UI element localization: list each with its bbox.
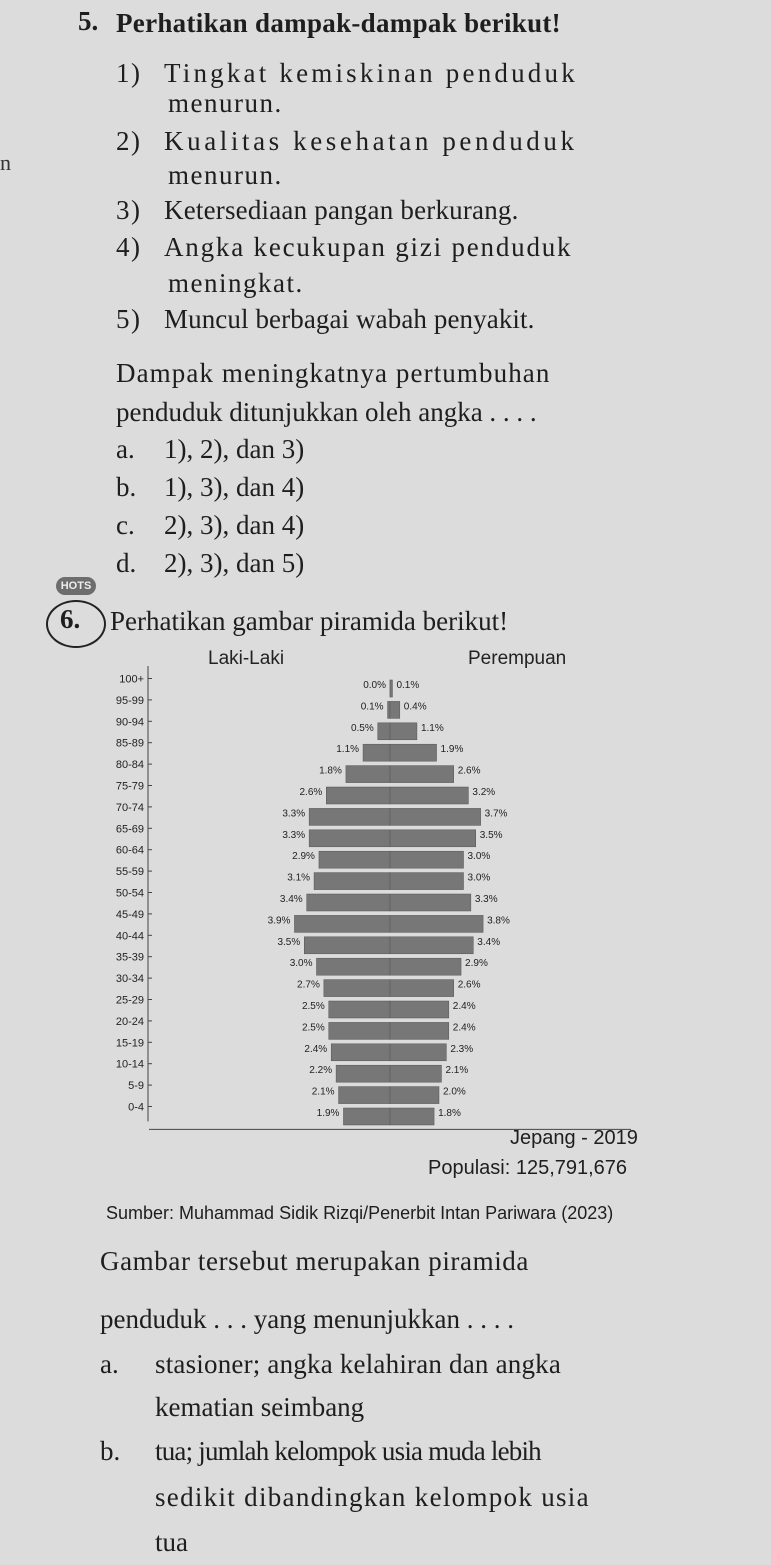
bar-perempuan-90-94 (390, 723, 417, 740)
question-5-text-line2: penduduk ditunjukkan oleh angka . . . . (116, 397, 537, 427)
value-label-laki-laki: 2.7% (297, 979, 320, 991)
bar-laki-laki-90-94 (378, 723, 390, 740)
statement-2-line2: menurun. (168, 160, 283, 190)
value-label-laki-laki: 2.5% (301, 1001, 325, 1012)
bar-perempuan-80-84 (390, 766, 454, 783)
bar-laki-laki-45-49 (294, 915, 390, 932)
bar-laki-laki-30-34 (324, 980, 390, 997)
age-label-45-49: 45-49 (115, 908, 144, 921)
value-label-laki-laki: 2.1% (311, 1086, 335, 1098)
age-label-55-59: 55-59 (115, 866, 144, 879)
bar-perempuan-0-4 (390, 1108, 434, 1125)
value-label-laki-laki: 1.8% (319, 765, 342, 777)
option-5a-text[interactable]: 1), 2), dan 3) (164, 434, 305, 464)
legend-perempuan: Perempuan (468, 648, 567, 669)
option-5d-text[interactable]: 2), 3), dan 5) (164, 548, 305, 578)
value-label-perempuan: 3.4% (477, 936, 501, 948)
question-5-intro: Perhatikan dampak-dampak berikut! (116, 8, 561, 38)
age-label-40-44: 40-44 (115, 930, 144, 943)
value-label-laki-laki: 3.9% (267, 915, 291, 927)
value-label-perempuan: 2.0% (443, 1086, 466, 1098)
age-label-0-4: 0-4 (128, 1101, 144, 1114)
bar-perempuan-55-59 (390, 873, 464, 890)
value-label-perempuan: 3.0% (467, 872, 491, 884)
value-label-perempuan: 3.7% (484, 808, 508, 820)
bar-perempuan-35-39 (390, 958, 461, 975)
value-label-perempuan: 1.8% (438, 1108, 461, 1119)
age-label-75-79: 75-79 (115, 780, 144, 793)
bar-laki-laki-55-59 (314, 873, 390, 890)
bar-laki-laki-60-64 (319, 851, 390, 868)
value-label-perempuan: 2.1% (445, 1065, 469, 1077)
option-6a-line2[interactable]: kematian seimbang (155, 1392, 365, 1422)
value-label-perempuan: 2.4% (452, 1022, 476, 1034)
statement-5-line1: Muncul berbagai wabah penyakit. (164, 304, 535, 334)
bar-laki-laki-50-54 (307, 894, 390, 911)
value-label-perempuan: 2.4% (452, 1001, 476, 1012)
age-label-70-74: 70-74 (115, 801, 144, 814)
source-text: Sumber: Muhammad Sidik Rizqi/Penerbit Intan Pariwara (2023) (106, 1203, 614, 1223)
value-label-perempuan: 2.3% (450, 1043, 474, 1055)
value-label-perempuan: 1.9% (440, 744, 464, 756)
value-label-laki-laki: 0.1% (360, 701, 384, 713)
option-6a-line1[interactable]: stasioner; angka kelahiran dan angka (155, 1349, 562, 1379)
value-label-laki-laki: 3.3% (282, 829, 306, 841)
bar-laki-laki-70-74 (309, 808, 390, 825)
question-6-intro: Perhatikan gambar piramida berikut! (110, 606, 509, 636)
option-6a-letter: a. (100, 1349, 119, 1379)
age-label-60-64: 60-64 (115, 844, 144, 857)
option-5c-text[interactable]: 2), 3), dan 4) (164, 510, 305, 540)
age-label-50-54: 50-54 (115, 887, 144, 900)
bar-laki-laki-85-89 (363, 744, 390, 761)
bar-laki-laki-80-84 (346, 766, 390, 783)
bar-perempuan-50-54 (390, 894, 471, 911)
bar-perempuan-20-24 (390, 1022, 449, 1039)
bar-perempuan-85-89 (390, 744, 437, 761)
age-label-85-89: 85-89 (115, 737, 144, 750)
age-label-35-39: 35-39 (115, 951, 144, 964)
value-label-perempuan: 0.4% (403, 701, 427, 713)
value-label-laki-laki: 2.2% (309, 1065, 333, 1077)
option-6b-line1[interactable]: tua; jumlah kelompok usia muda lebih (155, 1436, 541, 1466)
bar-laki-laki-25-29 (329, 1001, 390, 1018)
statement-1-line1: Tingkat kemiskinan penduduk (164, 58, 578, 88)
bar-laki-laki-95-99 (388, 701, 390, 718)
age-group-labels (116, 666, 152, 1121)
value-label-laki-laki: 0.0% (363, 680, 386, 691)
question-5-number: 5. (78, 6, 99, 36)
value-label-perempuan: 2.6% (457, 765, 481, 777)
option-5c-letter: c. (116, 510, 135, 540)
value-label-laki-laki: 0.5% (350, 722, 374, 734)
bar-laki-laki-75-79 (326, 787, 390, 804)
bar-perempuan-100+ (390, 680, 392, 697)
statement-4-line1: Angka kecukupan gizi penduduk (164, 232, 573, 262)
value-label-laki-laki: 3.5% (277, 936, 301, 948)
bar-perempuan-95-99 (390, 701, 400, 718)
question-6-text-line1: Gambar tersebut merupakan piramida (100, 1246, 529, 1276)
statement-2-line1: Kualitas kesehatan penduduk (164, 126, 578, 156)
question-5-text-line1: Dampak meningkatnya pertumbuhan (116, 358, 551, 388)
age-label-5-9: 5-9 (128, 1080, 144, 1093)
bar-perempuan-75-79 (390, 787, 468, 804)
value-label-perempuan: 2.6% (457, 979, 481, 991)
bar-laki-laki-35-39 (317, 958, 391, 975)
age-label-65-69: 65-69 (115, 823, 144, 836)
age-label-100+: 100+ (119, 673, 144, 686)
population-pyramid-chart (100, 640, 680, 1130)
legend-laki-laki: Laki-Laki (208, 648, 285, 669)
bar-laki-laki-0-4 (343, 1108, 390, 1125)
statement-3-num: 3) (116, 195, 142, 225)
bar-laki-laki-5-9 (339, 1087, 390, 1104)
value-label-laki-laki: 1.9% (316, 1108, 340, 1119)
age-label-30-34: 30-34 (115, 973, 144, 986)
option-6b-letter: b. (100, 1436, 121, 1466)
age-label-25-29: 25-29 (115, 994, 144, 1007)
bar-perempuan-30-34 (390, 980, 454, 997)
age-label-90-94: 90-94 (115, 716, 144, 729)
option-5b-letter: b. (116, 472, 137, 502)
bar-laki-laki-10-14 (336, 1065, 390, 1082)
bar-perempuan-40-44 (390, 937, 473, 954)
statement-2-num: 2) (116, 126, 142, 156)
value-label-laki-laki: 3.3% (282, 808, 306, 820)
value-label-laki-laki: 2.6% (299, 787, 323, 798)
value-label-perempuan: 1.1% (420, 722, 444, 734)
value-label-laki-laki: 1.1% (336, 744, 360, 756)
chart-subtitle: Populasi: 125,791,676 (428, 1157, 628, 1179)
bar-perempuan-5-9 (390, 1087, 439, 1104)
statement-1-line2: menurun. (168, 88, 283, 118)
chart-title: Jepang - 2019 (510, 1127, 638, 1149)
bar-perempuan-45-49 (390, 915, 483, 932)
value-label-laki-laki: 3.4% (279, 894, 303, 905)
value-label-perempuan: 3.3% (474, 894, 498, 905)
age-label-95-99: 95-99 (115, 694, 144, 707)
option-6b-line3[interactable]: tua (155, 1527, 188, 1557)
value-label-laki-laki: 2.5% (301, 1022, 325, 1034)
bar-perempuan-10-14 (390, 1065, 441, 1082)
value-label-perempuan: 3.8% (487, 915, 510, 927)
value-label-laki-laki: 2.9% (292, 851, 315, 863)
statement-3-line1: Ketersediaan pangan berkurang. (164, 195, 519, 225)
bar-perempuan-25-29 (390, 1001, 449, 1018)
value-label-perempuan: 3.2% (472, 787, 496, 798)
value-label-laki-laki: 3.1% (287, 872, 311, 884)
value-label-perempuan: 0.1% (396, 680, 420, 691)
value-label-perempuan: 3.0% (467, 851, 491, 863)
age-label-15-19: 15-19 (115, 1037, 144, 1050)
option-5a-letter: a. (116, 434, 135, 464)
statement-5-num: 5) (116, 304, 142, 334)
question-6-text-line2: penduduk . . . yang menunjukkan . . . . (100, 1304, 514, 1334)
option-5d-letter: d. (116, 548, 137, 578)
edge-fragment: n (0, 150, 11, 175)
option-6b-line2[interactable]: sedikit dibandingkan kelompok usia (155, 1482, 590, 1512)
bar-perempuan-65-69 (390, 830, 476, 847)
bar-perempuan-15-19 (390, 1044, 446, 1061)
statement-1-num: 1) (116, 58, 142, 88)
statement-4-num: 4) (116, 232, 142, 262)
bar-laki-laki-15-19 (331, 1044, 390, 1061)
age-label-10-14: 10-14 (115, 1058, 144, 1071)
option-5b-text[interactable]: 1), 3), dan 4) (164, 472, 305, 502)
value-label-perempuan: 3.5% (479, 829, 503, 841)
question-6-number: 6. (60, 604, 81, 634)
bar-perempuan-60-64 (390, 851, 464, 868)
bar-perempuan-70-74 (390, 808, 481, 825)
age-label-80-84: 80-84 (115, 759, 144, 772)
statement-4-line2: meningkat. (168, 268, 304, 298)
hots-badge: HOTS (56, 577, 96, 595)
age-label-20-24: 20-24 (115, 1015, 144, 1028)
value-label-perempuan: 2.9% (465, 958, 488, 970)
source-citation (106, 1203, 613, 1224)
value-label-laki-laki: 2.4% (304, 1043, 328, 1055)
bar-laki-laki-20-24 (329, 1022, 390, 1039)
bar-laki-laki-40-44 (304, 937, 390, 954)
bar-laki-laki-65-69 (309, 830, 390, 847)
value-label-laki-laki: 3.0% (289, 958, 313, 970)
